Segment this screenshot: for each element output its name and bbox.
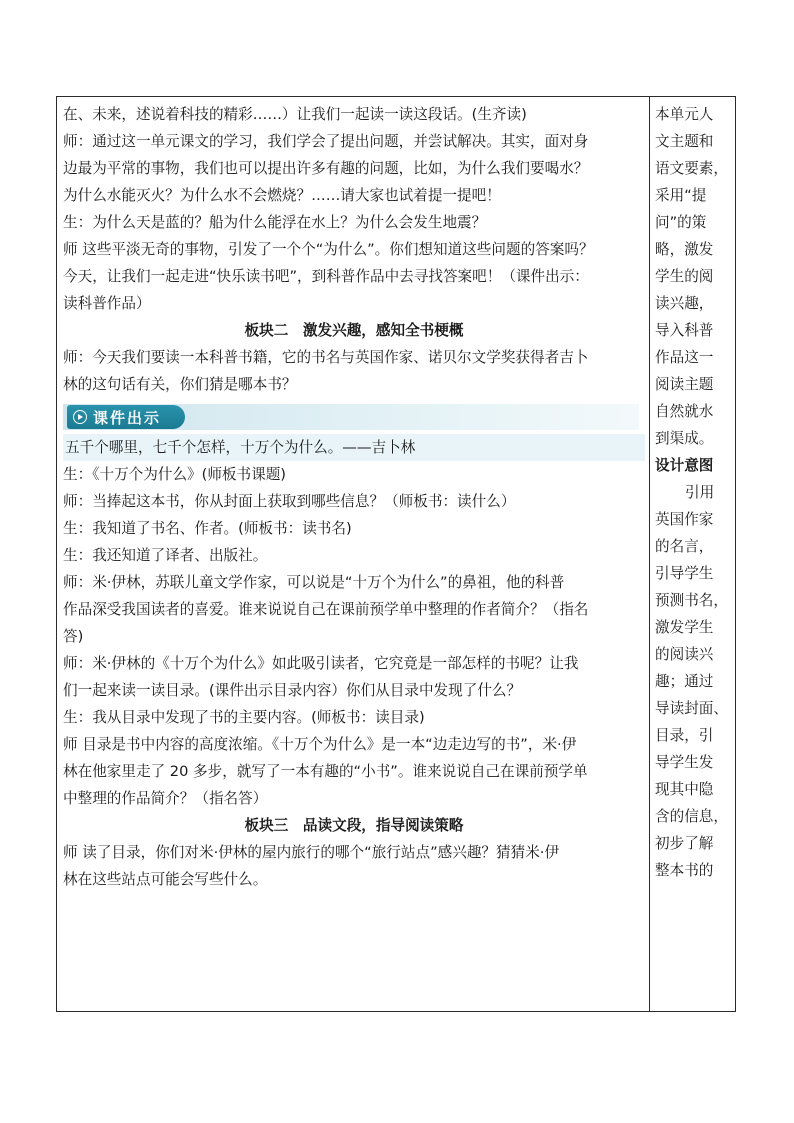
text-line: 林在他家里走了 20 多步，就写了一本有趣的“小书”。谁来说说自己在课前预学单: [63, 763, 588, 780]
note-line: 学生的阅: [655, 268, 714, 285]
text-line: 作品深受我国读者的喜爱。谁来说说自己在课前预学单中整理的作者简介？（指名: [63, 601, 589, 618]
text-line: 师 目录是书中内容的高度浓缩。《十万个为什么》是一本“边走边写的书”，米·伊: [63, 736, 577, 753]
note-line: 文主题和: [655, 133, 714, 150]
text-line: 今天，让我们一起走进“快乐读书吧”，到科普作品中去寻找答案吧！（课件出示：: [63, 268, 589, 285]
note-line: 阅读主题: [655, 376, 714, 393]
text-line: 师：米·伊林的《十万个为什么》如此吸引读者，它究竟是一部怎样的书呢？让我: [63, 655, 579, 672]
text-line: 边最为平常的事物，我们也可以提出许多有趣的问题，比如，为什么我们要喝水？: [63, 160, 589, 177]
text-line: 在、未来，述说着科技的精彩……）让我们一起读一读这段话。(生齐读): [63, 106, 527, 123]
section3-heading: 板块三 品读文段，指导阅读策略: [244, 817, 464, 834]
banner-label: 课件出示: [93, 408, 162, 427]
text-line: 读科普作品）: [63, 295, 151, 312]
text-line: 师：当捧起这本书，你从封面上获取到哪些信息？（师板书：读什么）: [63, 493, 516, 510]
note-line: 初步了解: [655, 835, 714, 852]
play-circle-icon: [73, 410, 87, 424]
text-line: 师 这些平淡无奇的事物，引发了一个个“为什么”。你们想知道这些问题的答案吗？: [63, 241, 594, 258]
text-line: 林在这些站点可能会写些什么。: [63, 871, 268, 888]
text-line: 师 读了目录，你们对米·伊林的屋内旅行的哪个“旅行站点”感兴趣？猜猜米·伊: [63, 844, 560, 861]
note-line: 英国作家: [655, 511, 714, 528]
text-line: 中整理的作品简介？（指名答）: [63, 790, 268, 807]
section2-heading: 板块二 激发兴趣，感知全书梗概: [244, 322, 464, 339]
column-divider: [649, 97, 650, 1011]
note-line: 问”的策: [655, 214, 707, 231]
text-line: 师：今天我们要读一本科普书籍，它的书名与英国作家、诺贝尔文学奖获得者吉卜: [63, 349, 589, 366]
text-line: 师：米·伊林，苏联儿童文学作家，可以说是“十万个为什么”的鼻祖，他的科普: [63, 574, 565, 591]
note-line: 读兴趣，: [655, 295, 714, 312]
text-line: 林的这句话有关，你们猜是哪本书？: [63, 376, 297, 393]
note-line: 到渠成。: [655, 430, 714, 447]
text-line: 师：通过这一单元课文的学习，我们学会了提出问题，并尝试解决。其实，面对身: [63, 133, 589, 150]
note-line: 语文要素，: [655, 160, 728, 177]
note-line: 引导学生: [655, 565, 714, 582]
note-line: 自然就水: [655, 403, 714, 420]
lesson-table: [56, 96, 736, 1012]
text-line: 生：我还知道了译者、出版社。: [63, 547, 268, 564]
note-line: 现其中隐: [655, 781, 714, 798]
courseware-banner: [63, 404, 645, 434]
text-line: 为什么水能灭火？为什么水不会燃烧？……请大家也试着提一提吧！: [63, 187, 501, 204]
note-line: 导入科普: [655, 322, 714, 339]
lesson-content-column: [63, 101, 645, 893]
note-line: 激发学生: [655, 619, 714, 636]
note-line: 整本书的: [655, 862, 714, 879]
courseware-tab: [67, 405, 185, 429]
note-line: 本单元人: [655, 106, 714, 123]
note-line: 含的信息，: [655, 808, 728, 825]
text-line: 答): [63, 628, 84, 645]
text-line: 生：为什么天是蓝的？船为什么能浮在水上？为什么会发生地震？: [63, 214, 487, 231]
note-line: 略，激发: [655, 241, 714, 258]
note-line: 导学生发: [655, 754, 714, 771]
text-line: 们一起来读一读目录。(课件出示目录内容）你们从目录中发现了什么？: [63, 682, 522, 699]
text-line: 生：《十万个为什么》(师板书课题): [63, 466, 286, 483]
design-intent-heading: 设计意图: [655, 457, 714, 474]
text-line: 生：我从目录中发现了书的主要内容。(师板书：读目录): [63, 709, 425, 726]
note-line: 采用“提: [655, 187, 707, 204]
text-line: 生：我知道了书名、作者。(师板书：读书名): [63, 520, 352, 537]
note-line: 预测书名，: [655, 592, 728, 609]
note-line: 引用: [685, 484, 715, 501]
note-line: 目录，引: [655, 727, 714, 744]
note-line: 导读封面、: [655, 700, 728, 717]
note-line: 趣；通过: [655, 673, 714, 690]
quote-line: 五千个哪里，七千个怎样，十万个为什么。——吉卜林: [63, 434, 645, 461]
note-line: 的名言，: [655, 538, 714, 555]
note-line: 作品这一: [655, 349, 714, 366]
design-notes-column: [655, 101, 733, 884]
note-line: 的阅读兴: [655, 646, 714, 663]
